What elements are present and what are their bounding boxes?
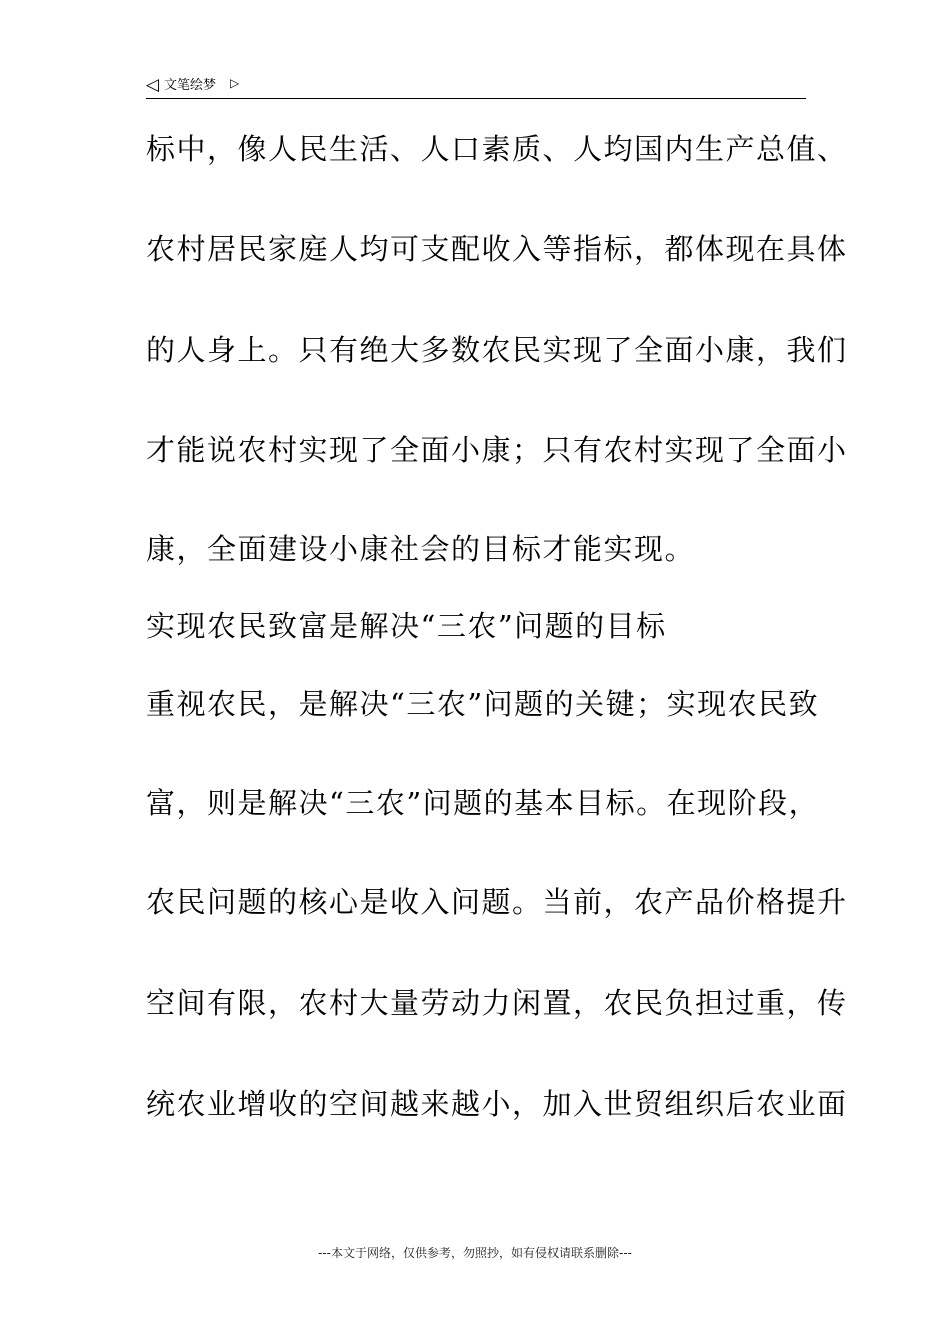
body-line-1: 标中，像人民生活、人口素质、人均国内生产总值、 [146,132,848,166]
body-line-9: 农民问题的核心是收入问题。当前，农产品价格提升 [146,885,848,919]
page-footer: ---本文于网络，仅供参考，勿照抄，如有侵权请联系删除--- [318,1246,632,1260]
right-triangle-icon: ▷ [230,76,240,90]
body-line-3: 的人身上。只有绝大多数农民实现了全面小康，我们 [146,333,848,367]
body-line-8: 富，则是解决“三农”问题的基本目标。在现阶段， [146,786,820,820]
section-heading: 实现农民致富是解决“三农”问题的目标 [146,609,667,643]
body-line-2: 农村居民家庭人均可支配收入等指标，都体现在具体 [146,232,848,266]
left-triangle-icon: ◁ [146,75,160,95]
body-line-7: 重视农民，是解决“三农”问题的关键；实现农民致 [146,687,820,721]
header-title: 文笔绘梦 [164,78,217,93]
body-line-5: 康，全面建设小康社会的目标才能实现。 [146,532,696,566]
body-line-10: 空间有限，农村大量劳动力闲置，农民负担过重，传 [146,986,848,1020]
page-header [146,74,806,99]
body-line-11: 统农业增收的空间越来越小，加入世贸组织后农业面 [146,1087,848,1121]
body-line-4: 才能说农村实现了全面小康；只有农村实现了全面小 [146,433,848,467]
